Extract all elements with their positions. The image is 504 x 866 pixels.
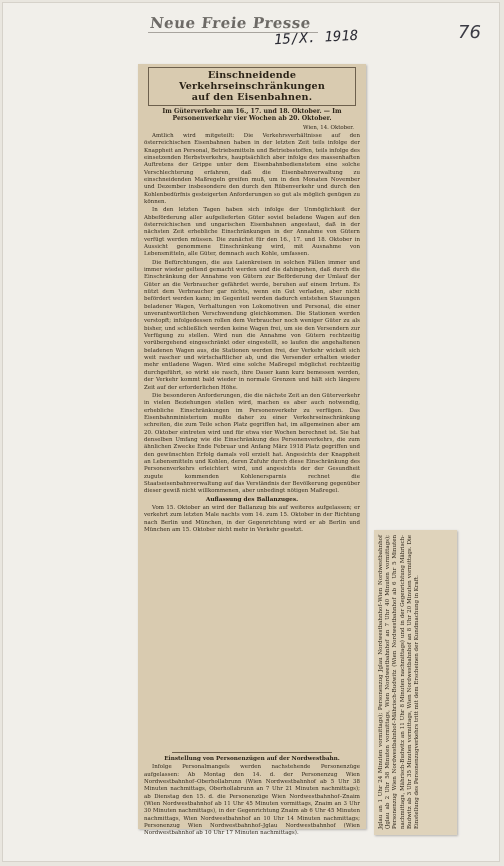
subheadline: Im Güterverkehr am 16., 17. und 18. Oktober. — Im Personenverkehr vier Wochen ab 20. Oktober.	[162, 108, 342, 123]
paragraph: Die besonderen Anforderungen, die die nächste Zeit an den Güterverkehr in vielen Beziehungen stellen wird, machen es aber auch notwendig, erhebliche Einschränkungen im Personenverkehr zu verfügen. Das Eisenbahnministerium mußte daher zu einer Verkehrseinschränkung schreiten, die zum Teile schon Platz gegriffen hat, im allgemeinen aber am 20. Oktober eintreten wird und für etwa vier Wochen berechnet ist. Sie hat denselben Umfang wie die Einschränkung des Personenverkehrs, die zum ähnlichen Zwecke Ende Februar und Anfang März 1918 Platz gegriffen und den gewünschten Erfolg damals voll erzielt hat. Angesichts der Knappheit an Lebensmitteln und Kohlen, deren Zufuhr durch diese Einschränkung des Personenverkehrs erleichtert wird, und angesichts der der Gesundheit zugute kommenden Kohlenersparnis rechnet die Staatseisenbahnverwaltung auf das Verständnis der Bevölkerung gegenüber dieser gewiß nicht willkommenen, aber unbedingt nötigen Maßregel.	[144, 392, 360, 495]
paragraph: Vom 15. Oktober an wird der Ballanzug bis auf weiteres aufgelassen; er verkehrt zum letzten Male nachts vom 14. zum 15. Oktober in der Richtung nach Berlin und München, in der Gegenrichtung wird er ab Berlin und München am 15. Oktober nicht mehr in Verkehr gesetzt.	[144, 505, 360, 534]
side-clipping	[374, 530, 457, 835]
handwritten-date: 15/X. 1918	[273, 27, 359, 49]
main-clipping	[138, 64, 366, 837]
notice-title: Einstellung von Personenzügen auf der Nordwestbahn.	[164, 756, 340, 762]
divider	[172, 752, 332, 753]
folio-number: 76	[458, 22, 481, 43]
newspaper-source: Neue Freie Presse	[149, 14, 312, 32]
section-subhead: Auflassung des Ballanzuges.	[205, 496, 299, 503]
headline-box	[148, 67, 356, 106]
archive-sheet	[2, 2, 500, 862]
side-clipping-text: Jglau an 1 Uhr 24 Minuten vormittags); Personenzug Jglau Nordwestbahnhof–Wien Nordwestbahnhof (Jglau ab 2 Uhr 58 Minuten vormittags, Wien Nordwestbahnhof an 7 Uhr 40 Minuten vormittags); Personenzug Wien Nordwestbahnhof–Mährisch-Budwitz (Wien Nordwestbahnhof ab 6 Uhr 5 Minuten nachmittags, Mährisch-Budwitz an 11 Uhr 8 Minuten nachmittags) und in der Gegenrichtung Mährisch-Budwitz ab 3 Uhr 35 Minuten vormittags, Wien Nordwestbahnhof an 8 Uhr 20 Minuten vormittags. Die Einstellung des Personenzugverkehrs tritt mit dem Erscheinen der Kundmachung in Kraft.	[378, 535, 421, 829]
notice-clipping	[142, 748, 362, 837]
paragraph: Amtlich wird mitgeteilt: Die Verkehrsverhältnisse auf den österreichischen Eisenbahnen haben in der letzten Zeit teils infolge der Knappheit an Personal, Betriebsmitteln und Betriebsstoffen, teils infolge des einsetzenden Herbstverkehrs, hauptsächlich aber infolge des massenhaften Auftretens der Grippe unter dem Eisenbahnbedienstetem eine solche Verschlechterung erfahren, daß die Eisenbahnverwaltung zu einschneidenden Maßregeln greifen muß, um in den Monaten November und Dezember insbesondere den durch den Rübenverkehr und durch den Kohlenbedürfnis gesteigerten Anforderungen so gut als möglich genügen zu können.	[144, 132, 360, 205]
notice-text: Infolge Personalmangels werden nachstehende Personenzüge aufgelassen: Ab Montag den 14. d. der Personenzug Wien Nordwestbahnhof–Oberhollabrunn (Wien Nordwestbahnhof ab 5 Uhr 38 Minuten nachmittags, Oberhollabrunn an 7 Uhr 21 Minuten nachmittags); ab Dienstag den 15. d. die Personenzüge Wien Nordwestbahnhof–Znaim (Wien Nordwestbahnhof ab 11 Uhr 45 Minuten vormittags, Znaim an 3 Uhr 30 Minuten nachmittags), in der Gegenrichtung Znaim ab 6 Uhr 45 Minuten nachmittags, Wien Nordwestbahnhof an 10 Uhr 14 Minuten nachmittags; Personenzug Wien Nordwestbahnhof–Jglau Nordwestbahnhof (Wien Nordwestbahnhof ab 10 Uhr 17 Minuten nachmittags).	[144, 764, 360, 837]
side-clipping-rotated	[376, 532, 454, 832]
paragraph: In den letzten Tagen haben sich infolge der Unmöglichkeit der Abbeförderung aller aufgelieferten Güter soviel beladene Wagen auf den österreichischen und ungarischen Eisenbahnen angestaut, daß in der nächsten Zeit erhebliche Einschränkungen in der Annahme von Gütern verfügt werden müssen. Die zunächst für den 16., 17. und 18. Oktober in Aussicht genommene Einschränkung wird, mit Ausnahme von Lebensmitteln, alle Güter, demnach auch Kohle, umfassen.	[144, 207, 360, 258]
headline-line-1: Einschneidende Verkehrseinschränkungen	[178, 70, 326, 92]
dateline: Wien, 14. Oktober.	[303, 124, 354, 131]
paragraph: Die Befürchtungen, die aus Laienkreisen in solchen Fällen immer und immer wieder geltend gemacht werden und die dahingehen, daß durch die Einschränkung der Annahme von Gütern zur Beförderung der Umlauf der Güter an die Verbraucher gefährdet werde, beruhen auf einem Irrtum. Es nützt dem Verbraucher gar nichts, wenn ein Gut verladen, aber nicht befördert werden kann; im Gegenteil werden dadurch entstehen Stauungen beladener Wagen, Verhaltungen von Lokomotiven und Personal, die einer unverantwortlichen Verschwendung gleichkommen. Die Stationen werden verstopft; infolgedessen rollen dem Verbraucher noch weniger Güter zu als bisher, und schließlich werden keine Wagen frei, um sie den Versendern zur Verfügung zu stellen. Wird nun die Annahme von Gütern rechtzeitig vorübergehend eingeschränkt oder eingestellt, so laufen die angehaltenen beladenen Wagen aus, die Stationen werden frei, der Verkehr wickelt sich weit rascher und wirtschaftlicher ab, und die Versender erhalten wieder mehr entladene Wagen. Wird eine solche Maßregel möglichst rechtzeitig durchgeführt, so wirkt sie rasch, ihre Dauer kann kurz bemessen werden, der Verkehr kommt bald wieder in normale Grenzen und hält sich längere Zeit auf der erforderlichen Höhe.	[144, 259, 360, 391]
article-body	[142, 67, 362, 747]
headline-line-2: auf den Eisenbahnen.	[191, 92, 313, 103]
